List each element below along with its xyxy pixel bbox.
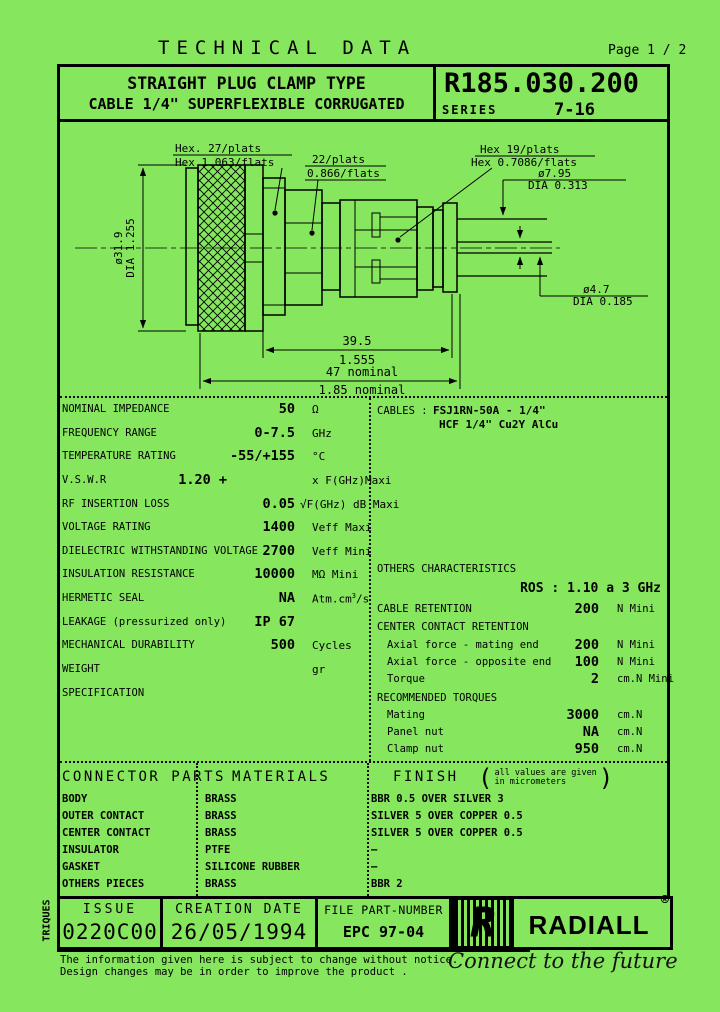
spec-unit: Veff Maxi [312, 521, 372, 535]
series-value: 7-16 [554, 100, 595, 120]
torque-row [371, 724, 667, 742]
materials-header: MATERIALS [232, 769, 331, 785]
cable-type-2: HCF 1/4" Cu2Y AlCu [439, 418, 559, 431]
part-finish: – [371, 844, 378, 856]
spec-row [60, 517, 372, 541]
spec-row [60, 399, 368, 423]
creation-date-value: 26/05/1994 [170, 920, 308, 944]
note-text [494, 769, 596, 788]
char-label: Torque [387, 673, 425, 685]
char-unit: cm.N Mini [617, 673, 674, 685]
cable-type-1: FSJ1RN-50A - 1/4" [433, 404, 546, 417]
spec-unit: Ω [312, 403, 319, 416]
char-value: 200 [574, 637, 599, 653]
char-label: CENTER CONTACT RETENTION [377, 621, 529, 633]
electrical-spec-table [60, 399, 400, 706]
part-material: BRASS [205, 827, 237, 839]
others-characteristics-title: OTHERS CHARACTERISTICS [377, 563, 517, 575]
spec-value: 50 [278, 401, 295, 417]
spec-value: 1.20 + [178, 471, 227, 488]
torques-title: RECOMMENDED TORQUES [377, 692, 498, 704]
radiall-wordmark: RADIALL [516, 904, 662, 946]
product-title-line2: CABLE 1/4" SUPERFLEXIBLE CORRUGATED [88, 94, 405, 113]
spec-label: INSULATION RESISTANCE [62, 568, 195, 581]
issue-value: 0220C00 [62, 920, 158, 944]
svg-text:DIA 0.313: DIA 0.313 [528, 179, 588, 192]
svg-text:Hex 19/plats: Hex 19/plats [480, 143, 560, 156]
dim-dia319-label: ø31.9 [112, 231, 125, 265]
part-finish: SILVER 5 OVER COPPER 0.5 [371, 810, 523, 822]
part-name: GASKET [62, 861, 100, 873]
spec-unit: Veff Mini [312, 544, 372, 558]
cable-and-characteristics-panel [371, 399, 674, 762]
torque-value: 950 [574, 741, 599, 757]
spec-unit: °C [312, 450, 326, 464]
spec-label: LEAKAGE (pressurized only) [62, 615, 227, 628]
torque-value: NA [582, 724, 599, 740]
file-part-number-value: EPC 97-04 [342, 923, 425, 941]
spec-unit: GHz [312, 426, 332, 440]
series-label: SERIES [442, 103, 498, 117]
svg-text:39.5: 39.5 [342, 334, 372, 348]
characteristic-row [371, 601, 667, 619]
part-finish: SILVER 5 OVER COPPER 0.5 [371, 827, 523, 839]
callout-hex-19 [395, 143, 595, 243]
connector-technical-drawing [60, 122, 667, 395]
part-number: R185.030.200 [444, 68, 640, 99]
dim-dia1255-label: DIA 1.255 [124, 218, 137, 278]
part-material: BRASS [205, 878, 237, 890]
torque-label: Panel nut [387, 726, 444, 738]
char-label: CABLE RETENTION [377, 603, 472, 615]
spec-label: TEMPERATURE RATING [62, 450, 176, 463]
callout-dia-4-7 [540, 257, 648, 308]
spec-row [60, 659, 368, 683]
product-title [60, 67, 436, 119]
svg-text:1.555: 1.555 [338, 353, 376, 367]
disclaimer-line2: Design changes may be in order to improve the product . [60, 966, 408, 978]
part-name: INSULATOR [62, 844, 119, 856]
characteristic-row [371, 619, 667, 637]
open-paren: ( [478, 764, 493, 792]
spec-label: WEIGHT [62, 663, 100, 676]
note-line1: all values are given [494, 767, 597, 778]
note-line2: in micrometers [494, 777, 567, 787]
spec-row [60, 446, 368, 470]
issue-box [57, 896, 163, 950]
svg-text:47 nominal: 47 nominal [325, 365, 399, 379]
spec-label: DIELECTRIC WITHSTANDING VOLTAGE [62, 544, 258, 557]
spec-label: NOMINAL IMPEDANCE [62, 403, 170, 415]
radiall-logo-mark [452, 897, 514, 949]
file-part-number-box [315, 896, 452, 950]
torque-row [371, 707, 667, 725]
micrometers-note [478, 764, 613, 792]
spec-value: -55/+155 [229, 448, 295, 465]
torque-value: 3000 [566, 707, 599, 723]
torque-unit: cm.N [617, 726, 643, 738]
part-material: BRASS [205, 793, 237, 805]
spec-label: HERMETIC SEAL [62, 592, 145, 605]
part-finish: BBR 2 [371, 878, 403, 890]
recommended-torques-title-row [371, 690, 667, 708]
part-name: CENTER CONTACT [62, 827, 151, 839]
spec-label: VOLTAGE RATING [62, 521, 151, 534]
characteristic-row [371, 654, 667, 672]
spec-unit: √F(GHz) dB Maxi [300, 497, 400, 511]
part-name: OUTER CONTACT [62, 810, 145, 822]
torque-label: Clamp nut [387, 743, 444, 755]
part-number-cell [436, 67, 667, 119]
torque-unit: cm.N [617, 709, 643, 721]
spec-row [60, 470, 392, 494]
divider-materials-finish [367, 763, 369, 896]
svg-text:Hex 1.063/flats: Hex 1.063/flats [175, 156, 275, 169]
part-material: PTFE [205, 844, 231, 856]
disclaimer-line1: The information given here is subject to change without notice. [60, 954, 459, 966]
page-number: Page 1 / 2 [608, 43, 687, 58]
creation-date-box [160, 896, 318, 950]
spec-label: MECHANICAL DURABILITY [62, 639, 195, 652]
char-label: Axial force - mating end [387, 639, 539, 651]
spec-row [60, 612, 368, 636]
finish-header: FINISH [393, 769, 459, 785]
svg-text:22/plats: 22/plats [312, 153, 365, 166]
spec-unit: Cycles [312, 639, 352, 653]
part-finish: – [371, 861, 378, 873]
spec-label: SPECIFICATION [62, 686, 145, 699]
spec-value: 2700 [262, 542, 295, 559]
spec-unit: MΩ Mini [312, 568, 359, 582]
spec-row [60, 635, 368, 659]
part-name: OTHERS PIECES [62, 878, 145, 890]
spec-value: IP 67 [254, 613, 295, 630]
spec-value: 500 [270, 637, 295, 654]
char-unit: N Mini [617, 656, 655, 668]
spec-value: NA [278, 590, 295, 607]
spec-row [60, 564, 368, 588]
characteristic-row [371, 637, 667, 655]
char-value: 2 [590, 671, 599, 687]
side-vertical-text: TRIQUES [41, 899, 53, 942]
spec-label: FREQUENCY RANGE [62, 426, 157, 439]
cables-label: CABLES : [377, 405, 428, 417]
product-title-line1: STRAIGHT PLUG CLAMP TYPE [127, 73, 366, 93]
page-title: TECHNICAL DATA [158, 37, 417, 59]
char-value: 100 [574, 654, 599, 670]
spec-label: RF INSERTION LOSS [62, 497, 170, 510]
spec-value: 0.05 [262, 495, 295, 512]
svg-text:1.85 nominal: 1.85 nominal [318, 383, 406, 395]
spec-value: 0-7.5 [254, 424, 295, 441]
char-unit: N Mini [617, 603, 655, 615]
torque-unit: cm.N [617, 743, 643, 755]
registered-trademark-icon: ® [661, 893, 669, 908]
close-paren: ) [598, 764, 614, 792]
issue-label: ISSUE [82, 902, 138, 917]
svg-text:Hex. 27/plats: Hex. 27/plats [175, 142, 262, 155]
ros-value: ROS : 1.10 a 3 GHz [520, 581, 661, 596]
part-material: SILICONE RUBBER [205, 861, 300, 873]
svg-text:DIA 0.185: DIA 0.185 [573, 295, 633, 308]
spec-unit: gr [312, 663, 326, 677]
spec-value: 1400 [262, 519, 295, 536]
characteristic-row [371, 671, 674, 689]
spec-row [60, 588, 368, 612]
svg-text:R: R [470, 900, 496, 946]
torque-row [371, 741, 667, 759]
spec-row [60, 494, 400, 518]
part-finish: BBR 0.5 OVER SILVER 3 [371, 793, 504, 805]
char-value: 200 [574, 601, 599, 617]
radiall-r-glyph [455, 900, 511, 946]
connector-parts-header: CONNECTOR PARTS [62, 769, 226, 785]
svg-text:Hex 0.7086/flats: Hex 0.7086/flats [471, 156, 577, 169]
spec-label: V.S.W.R [62, 473, 107, 486]
file-part-number-label: FILE PART-NUMBER [324, 903, 443, 917]
svg-text:ø4.7: ø4.7 [583, 283, 610, 296]
spec-row [60, 423, 368, 447]
spec-row [60, 541, 372, 565]
torque-label: Mating [387, 709, 425, 721]
char-label: Axial force - opposite end [387, 656, 552, 668]
part-name: BODY [62, 793, 88, 805]
title-block [57, 64, 670, 122]
disclaimer [60, 954, 458, 978]
creation-date-label: CREATION DATE [175, 902, 303, 917]
svg-text:0.866/flats: 0.866/flats [307, 167, 380, 180]
part-material: BRASS [205, 810, 237, 822]
char-unit: N Mini [617, 639, 655, 651]
divider-drawing-specs [60, 396, 667, 398]
spec-row [60, 683, 368, 707]
spec-value: 10000 [254, 566, 295, 583]
brand-tagline: Connect to the future [448, 949, 678, 973]
callout-dia-7-95 [503, 167, 626, 269]
spec-unit: $Atm.cm^3/s$ [312, 592, 370, 606]
svg-text:ø7.95: ø7.95 [538, 167, 572, 180]
spec-unit: x F(GHz)Maxi [312, 473, 392, 487]
